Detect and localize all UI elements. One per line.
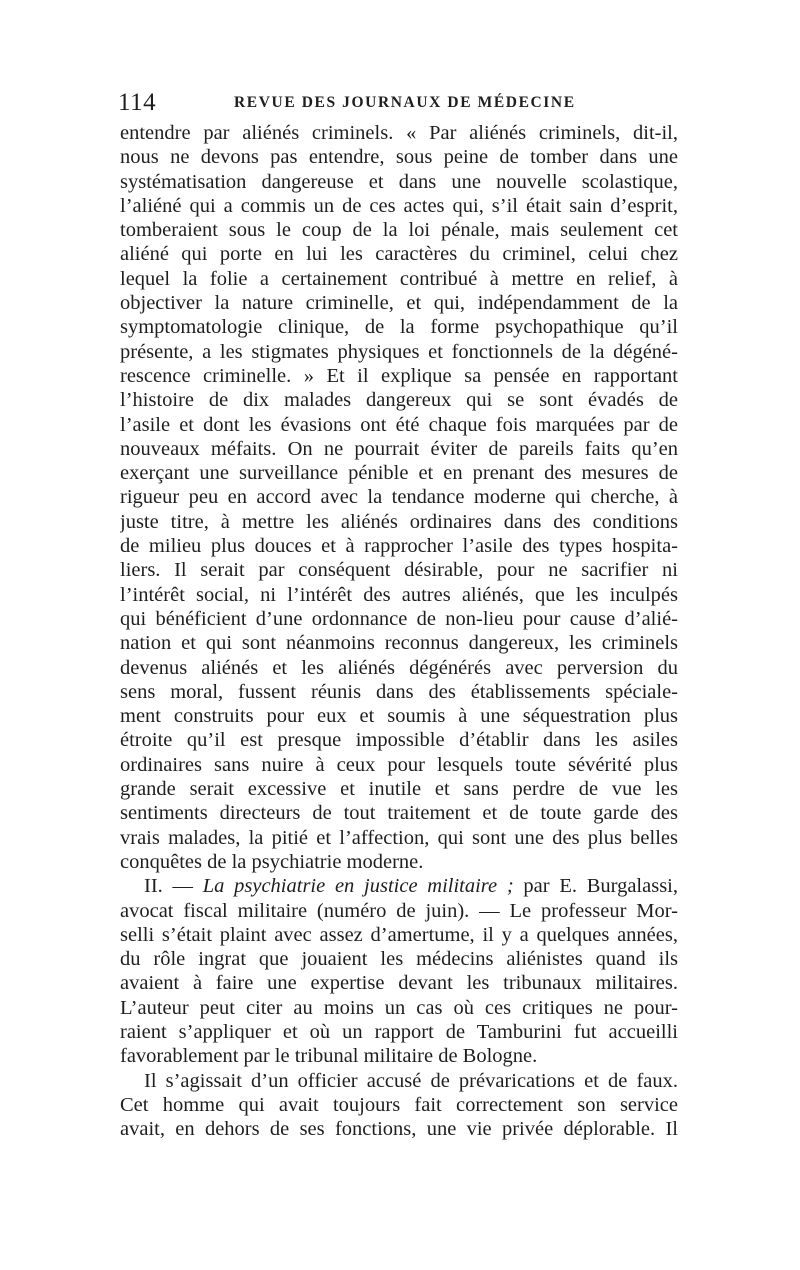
text-line: juste titre, à mettre les aliénés ordinaires dans des conditions bbox=[120, 510, 678, 533]
text-line: de milieu plus douces et à rapprocher l’asile des types hospita- bbox=[120, 535, 678, 558]
text-line: nouveaux méfaits. On ne pourrait éviter de pareils faits qu’en bbox=[120, 437, 678, 460]
text-line: L’auteur peut citer au moins un cas où ces critiques ne pour- bbox=[120, 996, 678, 1019]
paragraph-3 bbox=[120, 1069, 678, 1142]
text-line: qui bénéficient d’une ordonnance de non-lieu pour cause d’alié- bbox=[120, 607, 678, 630]
text-line: nous ne devons pas entendre, sous peine de tomber dans une bbox=[120, 146, 678, 169]
text-line: liers. Il serait par conséquent désirable, pour ne sacrifier ni bbox=[120, 559, 678, 582]
text-line: exerçant une surveillance pénible et en prenant des mesures de bbox=[120, 462, 678, 485]
text-line: avaient à faire une expertise devant les tribunaux militaires. bbox=[120, 972, 678, 995]
section-2 bbox=[120, 874, 678, 1068]
text-line: tomberaient sous le coup de la loi pénale, mais seulement cet bbox=[120, 219, 678, 242]
section-numeral: II. — bbox=[144, 875, 203, 898]
text-line: symptomatologie clinique, de la forme psychopathique qu’il bbox=[120, 316, 678, 339]
journal-title: REVUE DES JOURNAUX DE MÉDECINE bbox=[234, 94, 576, 111]
section-author: par E. Burgalassi, bbox=[513, 875, 678, 898]
body-text bbox=[120, 121, 678, 1141]
text-line: nation et qui sont néanmoins reconnus dangereux, les criminels bbox=[120, 632, 678, 655]
text-line: Cet homme qui avait toujours fait correctement son service bbox=[120, 1093, 678, 1116]
text-line: du rôle ingrat que jouaient les médecins aliénistes quand ils bbox=[120, 948, 678, 971]
text-line: selli s’était plaint avec assez d’amertume, il y a quelques années, bbox=[120, 923, 678, 946]
text-line: sentiments directeurs de tout traitement et de toute garde des bbox=[120, 802, 678, 825]
text-line: vrais malades, la pitié et l’affection, qui sont une des plus belles bbox=[120, 826, 678, 849]
text-line: étroite qu’il est presque impossible d’établir dans les asiles bbox=[120, 729, 678, 752]
text-line: favorablement par le tribunal militaire de Bologne. bbox=[120, 1045, 538, 1068]
text-line: présente, a les stigmates physiques et fonctionnels de la dégéné- bbox=[120, 340, 678, 363]
text-line: objectiver la nature criminelle, et qui, indépendamment de la bbox=[120, 292, 678, 315]
running-head bbox=[118, 88, 678, 118]
text-line: entendre par aliénés criminels. « Par aliénés criminels, dit-il, bbox=[120, 122, 678, 144]
paragraph-1 bbox=[120, 121, 678, 874]
section-title: La psychiatrie en justice militaire ; bbox=[202, 875, 514, 898]
text-line: l’asile et dont les évasions ont été chaque fois marquées par de bbox=[120, 413, 678, 436]
text-line: l’histoire de dix malades dangereux qui se sont évadés de bbox=[120, 389, 678, 412]
text-line: l’intérêt social, ni l’intérêt des autres aliénés, que les inculpés bbox=[120, 583, 678, 606]
page-number: 114 bbox=[118, 89, 157, 116]
text-line: raient s’appliquer et où un rapport de Tamburini fut accueilli bbox=[120, 1020, 678, 1043]
text-line: conquêtes de la psychiatrie moderne. bbox=[120, 850, 424, 873]
text-line: rescence criminelle. » Et il explique sa pensée en rapportant bbox=[120, 364, 678, 387]
text-line: devenus aliénés et les aliénés dégénérés avec perversion du bbox=[120, 656, 678, 679]
text-line: rigueur peu en accord avec la tendance moderne qui cherche, à bbox=[120, 486, 678, 509]
text-line: aliéné qui porte en lui les caractères du criminel, celui chez bbox=[120, 243, 678, 266]
text-line: systématisation dangereuse et dans une nouvelle scolastique, bbox=[120, 170, 678, 193]
text-line: grande serait excessive et inutile et sans perdre de vue les bbox=[120, 778, 678, 801]
text-line: avait, en dehors de ses fonctions, une vie privée déplorable. Il bbox=[120, 1118, 678, 1141]
text-line: Il s’agissait d’un officier accusé de prévarications et de faux. bbox=[144, 1069, 678, 1092]
text-line: lequel la folie a certainement contribué à mettre en relief, à bbox=[120, 267, 678, 290]
text-line: sens moral, fussent réunis dans des établissements spéciale- bbox=[120, 680, 678, 703]
text-line: l’aliéné qui a commis un de ces actes qui, s’il était sain d’esprit, bbox=[120, 194, 678, 217]
text-line: ment construits pour eux et soumis à une séquestration plus bbox=[120, 705, 678, 728]
section-heading-line bbox=[120, 874, 678, 898]
text-line: avocat fiscal militaire (numéro de juin). — Le professeur Mor- bbox=[120, 899, 678, 922]
text-line: ordinaires sans nuire à ceux pour lesquels toute sévérité plus bbox=[120, 753, 678, 776]
